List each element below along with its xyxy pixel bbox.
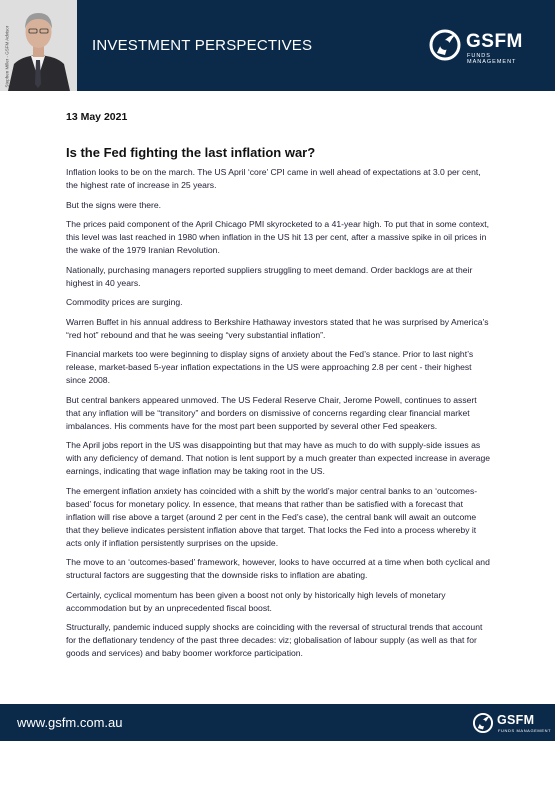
paragraph: Structurally, pandemic induced supply shocks are coinciding with the reversal of structural trends that account for the deflationary tendency of the past three decades: viz; globalisation of labour supply (as well as that for goods and services) and baby boomer workforce participation. — [66, 622, 483, 658]
paragraph: But central bankers appeared unmoved. The US Federal Reserve Chair, Jerome Powell, continues to assert that any inflation will be “transitory” and borders on dismissive of concerns regarding clear financial market imbalances. His comments have for the most part been supported by several other Fed speakers. — [66, 394, 477, 431]
article-body — [66, 166, 491, 667]
gsfm-emblem-icon — [472, 712, 494, 734]
photo-caption: Stephen Miller - GSFM Advisor — [4, 25, 10, 88]
paragraph: The move to an ‘outcomes-based’ framework, however, looks to have occurred at a time when both cyclical and structural factors are suggesting that the downside risks to inflation are abating. — [66, 557, 490, 580]
paragraph: Nationally, purchasing managers reported suppliers struggling to meet demand. Order backlogs are at their highest in 40 years. — [66, 264, 473, 288]
paragraph: Commodity prices are surging. — [66, 297, 183, 307]
publication-title: INVESTMENT PERSPECTIVES — [92, 37, 313, 54]
paragraph: Warren Buffet in his annual address to Berkshire Hathaway investors stated that he was surprised by America’s “red hot” rebound and that he was seeing “very substantial inflation”. — [66, 316, 489, 340]
footer-logo-name: GSFM — [497, 713, 535, 727]
footer-gsfm-logo[interactable] — [472, 712, 552, 736]
advisor-photo — [0, 0, 77, 91]
logo-subtitle: FUNDS MANAGEMENT — [467, 53, 517, 65]
footer-logo-subtitle: FUNDS MANAGEMENT — [498, 728, 552, 733]
logo-name: GSFM — [466, 31, 523, 52]
gsfm-logo[interactable] — [428, 28, 538, 64]
paragraph: Certainly, cyclical momentum has been given a boost not only by historically high levels of monetary accommodation but by an unprecedented fiscal boost. — [66, 589, 446, 613]
paragraph: Inflation looks to be on the march. The US April ‘core’ CPI came in well ahead of expectations at 3.0 per cent, the highest rate of increase in 25 years. — [66, 167, 481, 190]
paragraph: The prices paid component of the April Chicago PMI skyrocketed to a 41-year high. To put that in some context, this level was last reached in 1980 when inflation in the US hit 13 per cent, after a massive spike in oil prices in the wake of the 1979 Iranian Revolution. — [66, 219, 490, 255]
paragraph: The April jobs report in the US was disappointing but that may have as much to do with supply-side issues as with any deficiency of demand. That notion is lent support by a much greater than expected increase in average earnings, indicating that wage inflation may be taking root in the US. — [66, 440, 491, 476]
article-date: 13 May 2021 — [66, 111, 128, 123]
page-header — [0, 0, 555, 91]
website-link[interactable]: www.gsfm.com.au — [17, 715, 123, 730]
page-footer — [0, 704, 555, 741]
article-title: Is the Fed fighting the last inflation war? — [66, 145, 316, 160]
paragraph: But the signs were there. — [66, 199, 162, 210]
paragraph: Financial markets too were beginning to display signs of anxiety about the Fed’s stance. Prior to last night’s release, market-based 5-year inflation expectations in the US were approaching 2.8 per cent - their highest since 2008. — [66, 349, 474, 385]
paragraph: The emergent inflation anxiety has coincided with a shift by the world’s major central banks to an ‘outcomes-based’ focus for monetary policy. In essence, that means that rather than be satisfied with a forecast that inflation will rise above a target (around 2 per cent in the Fed’s case), the central bank will await an outcome that they believe indicates persistent inflation above that target. That locks the Fed into a process whereby it acts only if inflation persistently surprises on the upside. — [66, 485, 478, 548]
gsfm-emblem-icon — [428, 28, 462, 62]
